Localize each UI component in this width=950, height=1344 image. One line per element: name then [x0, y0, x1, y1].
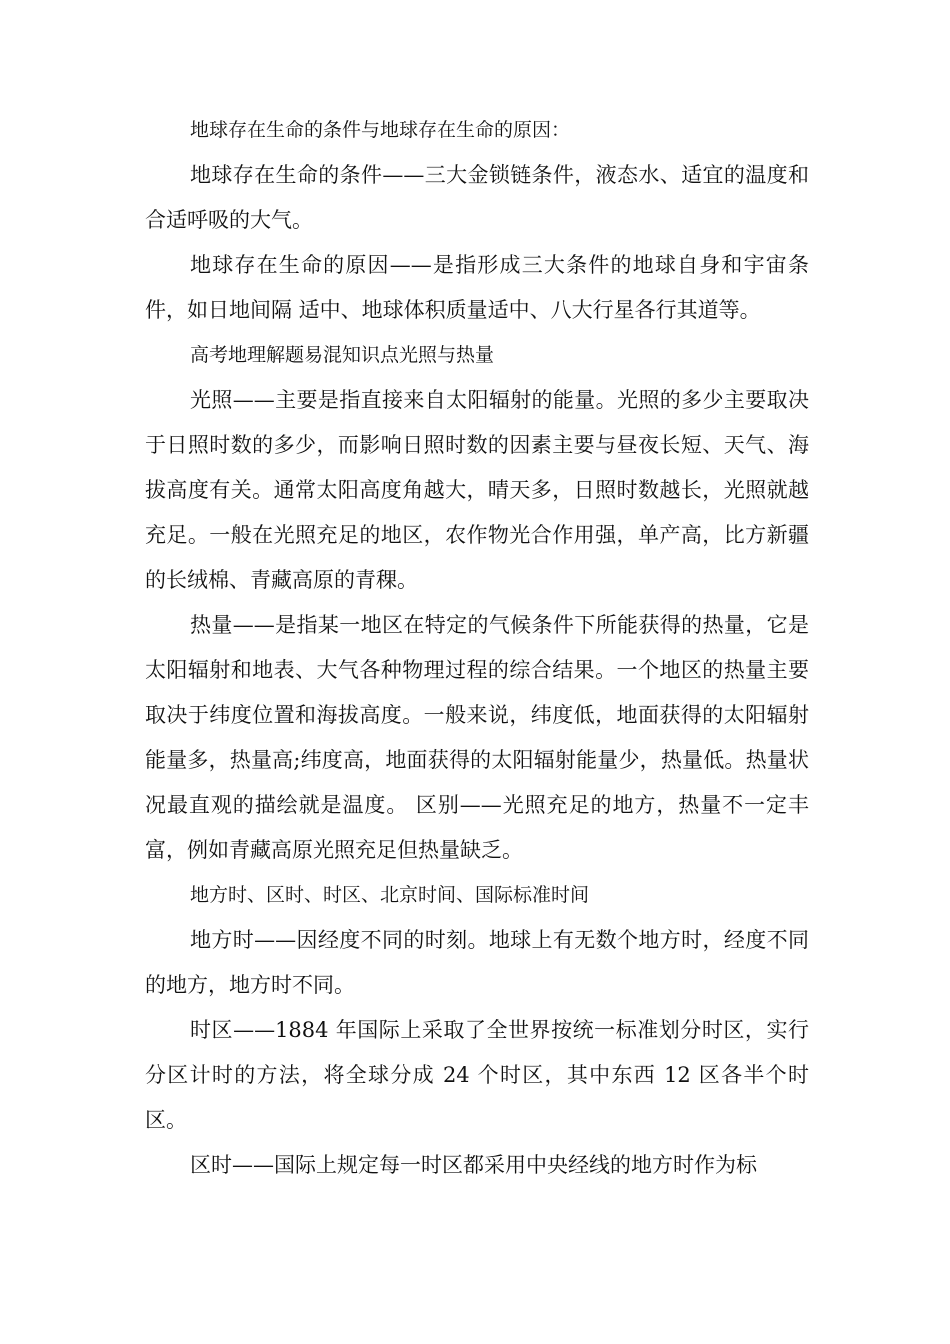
paragraph-life-conditions: 地球存在生命的条件——三大金锁链条件，液态水、适宜的温度和合适呼吸的大气。: [145, 163, 809, 232]
paragraph-life-conditions-heading: 地球存在生命的条件与地球存在生命的原因：: [190, 119, 571, 141]
paragraph-life-reasons: 地球存在生命的原因——是指形成三大条件的地球自身和宇宙条件，如日地间隔 适中、地球体积质量适中、八大行星各行其道等。: [145, 253, 809, 322]
paragraph-light-heat-heading: 高考地理解题易混知识点光照与热量: [190, 344, 495, 366]
paragraph-heat: 热量——是指某一地区在特定的气候条件下所能获得的热量，它是太阳辐射和地表、大气各种物理过程的综合结果。一个地区的热量主要取决于纬度位置和海拔高度。一般来说，纬度低，地面获得的太阳辐射能量多，热量高;纬度高，地面获得的太阳辐射能量少，热量低。热量状况最直观的描绘就是温度。 区别——光照充足的地方，热量不一定丰富，例如青藏高原光照充足但热量缺乏。: [145, 613, 809, 862]
paragraph-zone-time: 区时——国际上规定每一时区都采用中央经线的地方时作为标: [190, 1153, 757, 1177]
document-page: [145, 108, 809, 1188]
paragraph-local-time: 地方时——因经度不同的时刻。地球上有无数个地方时，经度不同的地方，地方时不同。: [145, 928, 809, 997]
paragraph-time-heading: 地方时、区时、时区、北京时间、国际标准时间: [190, 884, 590, 906]
paragraph-time-zone: 时区——1884 年国际上采取了全世界按统一标准划分时区，实行分区计时的方法，将全球分成 24 个时区，其中东西 12 区各半个时区。: [145, 1018, 809, 1132]
paragraph-light: 光照——主要是指直接来自太阳辐射的能量。光照的多少主要取决于日照时数的多少，而影响日照时数的因素主要与昼夜长短、天气、海拔高度有关。通常太阳高度角越大，晴天多，日照时数越长，光照就越充足。一般在光照充足的地区，农作物光合作用强，单产高，比方新疆的长绒棉、青藏高原的青稞。: [145, 388, 809, 592]
